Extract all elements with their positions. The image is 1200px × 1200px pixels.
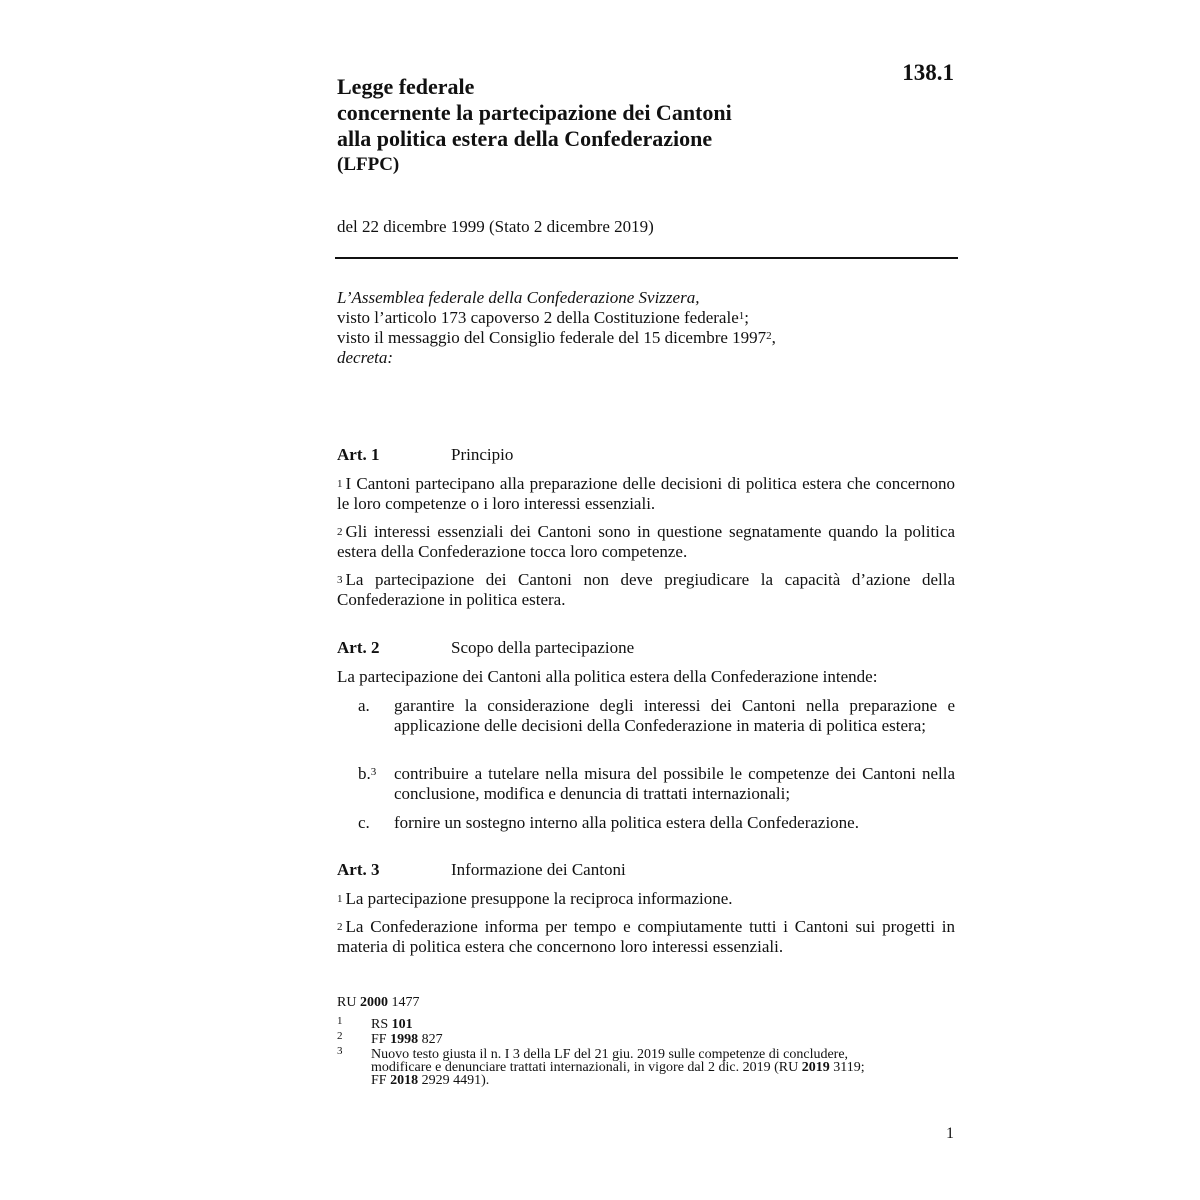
paragraph-text: I Cantoni partecipano alla preparazione delle decisioni di politica estera che concernono le loro competenze o i loro interessi essenziali. [337, 474, 955, 513]
footnote-number: 3 [337, 1045, 343, 1057]
article-paragraph [337, 570, 955, 610]
footnote-number: 2 [337, 1030, 343, 1042]
page-number: 1 [946, 1125, 954, 1142]
article-heading [337, 444, 957, 466]
law-abbreviation: (LFPC) [337, 154, 400, 175]
preamble-punct: , [771, 328, 776, 347]
footnote [337, 1015, 957, 1032]
list-item [337, 813, 955, 833]
preamble [337, 288, 957, 368]
article-heading [337, 637, 957, 659]
article-number: Art. 2 [337, 638, 380, 657]
title-line: alla politica estera della Confederazione [337, 126, 713, 151]
footnote-text: RS 101 [371, 1017, 413, 1032]
list-text: garantire la considerazione degli interessi dei Cantoni nella preparazione e applicazione delle decisioni della Confederazione in materia di politica estera; [394, 696, 955, 735]
footnote-ref[interactable]: 2 [766, 330, 772, 342]
list-text: fornire un sostegno interno alla politica estera della Confederazione. [394, 813, 859, 832]
title-line: concernente la partecipazione dei Cantoni [337, 100, 732, 125]
preamble-decree: decreta: [337, 348, 394, 367]
ru-prefix: RU [337, 995, 360, 1010]
article-title: Principio [451, 445, 514, 464]
footnote-text [371, 1048, 957, 1087]
preamble-punct: ; [744, 308, 749, 327]
article-paragraph [337, 522, 955, 562]
preamble-line [337, 308, 957, 328]
list-label: c. [358, 813, 370, 832]
horizontal-rule [335, 257, 958, 259]
preamble-text: visto l’articolo 173 capoverso 2 della Costituzione federale [337, 308, 739, 327]
article-paragraph [337, 474, 955, 514]
list-label: b.$^3$ [358, 764, 377, 783]
paragraph-text: La partecipazione dei Cantoni alla politica estera della Confederazione intende: [337, 667, 878, 686]
footnote-text: FF 1998 827 [371, 1032, 443, 1047]
list-item [337, 696, 955, 736]
list-text: contribuire a tutelare nella misura del possibile le competenze dei Cantoni nella conclusione, modifica e denuncia di trattati internazionali; [394, 764, 955, 803]
article-intro [337, 667, 955, 687]
footnote [337, 1045, 957, 1088]
article-title: Scopo della partecipazione [451, 638, 635, 657]
footnote-number: 1 [337, 1015, 343, 1027]
preamble-text: visto il messaggio del Consiglio federale del 15 dicembre 1997 [337, 328, 767, 347]
article-heading [337, 859, 957, 881]
footnote-line: FF 2018 2929 4491). [371, 1073, 490, 1088]
paragraph-number: 3 [337, 574, 343, 586]
paragraph-number: 1 [337, 893, 343, 905]
law-title [337, 74, 857, 152]
date-line: del 22 dicembre 1999 (Stato 2 dicembre 2019) [337, 217, 654, 236]
paragraph-text: La partecipazione dei Cantoni non deve pregiudicare la capacità d’azione della Confederazione in politica estera. [337, 570, 955, 609]
paragraph-text: La partecipazione presuppone la reciproca informazione. [345, 889, 733, 908]
article-title: Informazione dei Cantoni [451, 860, 626, 879]
preamble-line [337, 328, 957, 348]
paragraph-text: La Confederazione informa per tempo e compiutamente tutti i Cantoni sui progetti in materia di politica estera che concernono loro interessi essenziali. [337, 917, 955, 956]
article-paragraph [337, 917, 955, 957]
article-number: Art. 1 [337, 445, 380, 464]
title-line: Legge federale [337, 74, 475, 99]
list-label: a. [358, 696, 370, 715]
paragraph-number: 1 [337, 478, 343, 490]
article-number: Art. 3 [337, 860, 380, 879]
list-item [337, 764, 955, 804]
paragraph-text: Gli interessi essenziali dei Cantoni sono in questione segnatamente quando la politica estera della Confederazione tocca loro competenze. [337, 522, 955, 561]
ru-year: 2000 [359, 995, 388, 1010]
article-paragraph [337, 889, 955, 909]
footnote-line: modificare e denunciare trattati internazionali, in vigore dal 2 dic. 2019 (RU 2019 3119; [371, 1060, 865, 1075]
footnote-ref[interactable]: 3 [370, 766, 377, 778]
ru-page: 1477 [387, 995, 420, 1010]
footnote-line: Nuovo testo giusta il n. I 3 della LF del 21 giu. 2019 sulle competenze di concludere, [371, 1047, 849, 1062]
footnote-ref[interactable]: 1 [738, 310, 745, 322]
preamble-intro: L’Assemblea federale della Confederazione Svizzera, [337, 288, 700, 307]
paragraph-number: 2 [337, 526, 343, 538]
footnote [337, 1030, 957, 1047]
sr-number: 138.1 [902, 60, 954, 85]
ru-reference [337, 994, 419, 1012]
paragraph-number: 2 [337, 921, 343, 933]
